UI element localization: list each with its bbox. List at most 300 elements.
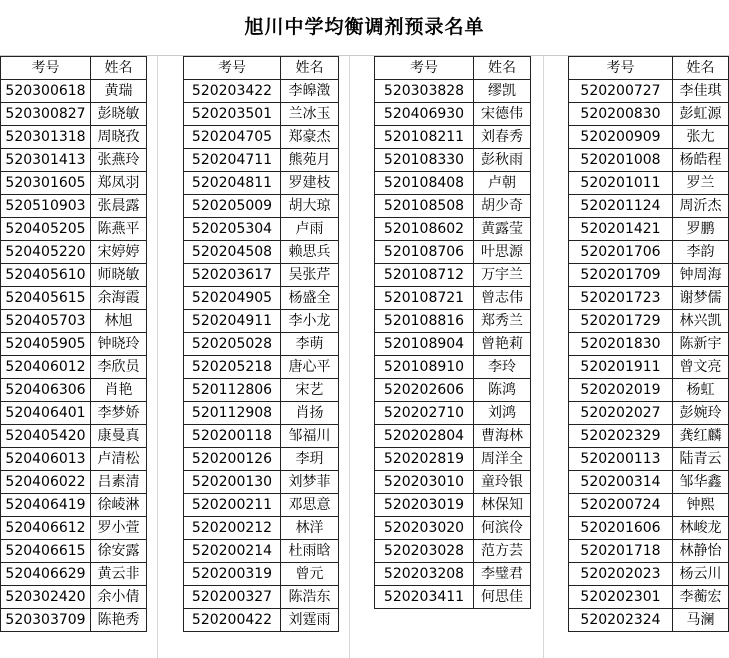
table-row xyxy=(569,241,729,264)
table-row xyxy=(184,402,339,425)
exam-number-cell: 520202301 xyxy=(569,586,673,609)
student-name-cell: 唐心平 xyxy=(281,356,339,379)
table-row xyxy=(569,402,729,425)
student-name-cell: 钟晓玲 xyxy=(91,333,147,356)
table-row xyxy=(184,287,339,310)
exam-number-cell: 520204811 xyxy=(184,172,281,195)
exam-number-cell: 520203501 xyxy=(184,103,281,126)
table-row xyxy=(375,517,531,540)
student-name-cell: 刘霆雨 xyxy=(281,609,339,632)
table-header-row xyxy=(569,57,729,80)
student-name-cell: 陆青云 xyxy=(673,448,729,471)
student-name-cell: 陈浩东 xyxy=(281,586,339,609)
table-row xyxy=(184,172,339,195)
exam-number-cell: 520203208 xyxy=(375,563,474,586)
student-name-cell: 周晓孜 xyxy=(91,126,147,149)
table-header-row xyxy=(375,57,531,80)
table-row xyxy=(569,195,729,218)
exam-number-cell: 520202819 xyxy=(375,448,474,471)
table-row xyxy=(375,310,531,333)
column-header-name: 姓名 xyxy=(281,57,339,80)
table-row xyxy=(1,609,147,632)
table-row xyxy=(375,425,531,448)
student-name-cell: 罗小萱 xyxy=(91,517,147,540)
table-row xyxy=(569,310,729,333)
table-row xyxy=(184,563,339,586)
student-name-cell: 曾艳莉 xyxy=(474,333,531,356)
student-name-cell: 吕素清 xyxy=(91,471,147,494)
exam-number-cell: 520303709 xyxy=(1,609,91,632)
exam-number-cell: 520201008 xyxy=(569,149,673,172)
student-name-cell: 何滨伶 xyxy=(474,517,531,540)
exam-number-cell: 520200422 xyxy=(184,609,281,632)
exam-number-cell: 520406401 xyxy=(1,402,91,425)
table-row xyxy=(375,563,531,586)
table-row xyxy=(1,379,147,402)
table-row xyxy=(569,494,729,517)
student-name-cell: 黄云非 xyxy=(91,563,147,586)
exam-number-cell: 520203010 xyxy=(375,471,474,494)
exam-number-cell: 520202804 xyxy=(375,425,474,448)
exam-number-cell: 520406022 xyxy=(1,471,91,494)
table-row xyxy=(1,540,147,563)
table-row xyxy=(184,609,339,632)
student-name-cell: 吴张芹 xyxy=(281,264,339,287)
table-row xyxy=(184,425,339,448)
table-row xyxy=(569,517,729,540)
roster-table-1 xyxy=(0,56,147,632)
exam-number-cell: 520205009 xyxy=(184,195,281,218)
column-header-exam-number: 考号 xyxy=(1,57,91,80)
student-name-cell: 李佳琪 xyxy=(673,80,729,103)
table-row xyxy=(1,264,147,287)
table-row xyxy=(184,149,339,172)
student-name-cell: 胡少奇 xyxy=(474,195,531,218)
column-header-exam-number: 考号 xyxy=(184,57,281,80)
exam-number-cell: 520406419 xyxy=(1,494,91,517)
exam-number-cell: 520200727 xyxy=(569,80,673,103)
student-name-cell: 万宇兰 xyxy=(474,264,531,287)
student-name-cell: 兰冰玉 xyxy=(281,103,339,126)
student-name-cell: 余小倩 xyxy=(91,586,147,609)
exam-number-cell: 520201911 xyxy=(569,356,673,379)
student-name-cell: 林旭 xyxy=(91,310,147,333)
student-name-cell: 刘春秀 xyxy=(474,126,531,149)
exam-number-cell: 520200724 xyxy=(569,494,673,517)
student-name-cell: 陈燕平 xyxy=(91,218,147,241)
exam-number-cell: 520108408 xyxy=(375,172,474,195)
exam-number-cell: 520405420 xyxy=(1,425,91,448)
student-name-cell: 李玥 xyxy=(281,448,339,471)
exam-number-cell: 520108508 xyxy=(375,195,474,218)
table-row xyxy=(1,149,147,172)
table-row xyxy=(569,379,729,402)
table-row xyxy=(184,310,339,333)
student-name-cell: 余海霞 xyxy=(91,287,147,310)
table-row xyxy=(1,80,147,103)
exam-number-cell: 520405905 xyxy=(1,333,91,356)
exam-number-cell: 520406012 xyxy=(1,356,91,379)
table-row xyxy=(375,448,531,471)
table-row xyxy=(569,563,729,586)
exam-number-cell: 520201709 xyxy=(569,264,673,287)
student-name-cell: 赖思兵 xyxy=(281,241,339,264)
exam-number-cell: 520203019 xyxy=(375,494,474,517)
table-row xyxy=(375,494,531,517)
table-row xyxy=(375,103,531,126)
exam-number-cell: 520204711 xyxy=(184,149,281,172)
student-name-cell: 陈艳秀 xyxy=(91,609,147,632)
student-name-cell: 林洋 xyxy=(281,517,339,540)
table-row xyxy=(1,356,147,379)
table-row xyxy=(184,103,339,126)
student-name-cell: 肖艳 xyxy=(91,379,147,402)
table-row xyxy=(569,172,729,195)
exam-number-cell: 520205028 xyxy=(184,333,281,356)
exam-number-cell: 520301605 xyxy=(1,172,91,195)
student-name-cell: 罗鹏 xyxy=(673,218,729,241)
student-name-cell: 李韵 xyxy=(673,241,729,264)
student-name-cell: 周洋全 xyxy=(474,448,531,471)
column-header-name: 姓名 xyxy=(91,57,147,80)
table-row xyxy=(184,471,339,494)
exam-number-cell: 520203617 xyxy=(184,264,281,287)
student-name-cell: 黄瑞 xyxy=(91,80,147,103)
exam-number-cell: 520303828 xyxy=(375,80,474,103)
exam-number-cell: 520405205 xyxy=(1,218,91,241)
exam-number-cell: 520200113 xyxy=(569,448,673,471)
student-name-cell: 曹海林 xyxy=(474,425,531,448)
student-name-cell: 杨虹 xyxy=(673,379,729,402)
student-name-cell: 张晨露 xyxy=(91,195,147,218)
exam-number-cell: 520301318 xyxy=(1,126,91,149)
table-row xyxy=(375,586,531,609)
exam-number-cell: 520200327 xyxy=(184,586,281,609)
column-header-name: 姓名 xyxy=(673,57,729,80)
exam-number-cell: 520108211 xyxy=(375,126,474,149)
table-row xyxy=(1,103,147,126)
table-row xyxy=(184,333,339,356)
student-name-cell: 李皞澂 xyxy=(281,80,339,103)
exam-number-cell: 520202027 xyxy=(569,402,673,425)
table-header-row xyxy=(1,57,147,80)
student-name-cell: 卢雨 xyxy=(281,218,339,241)
student-name-cell: 彭秋雨 xyxy=(474,149,531,172)
student-name-cell: 康曼真 xyxy=(91,425,147,448)
student-name-cell: 李蘅宏 xyxy=(673,586,729,609)
table-row xyxy=(375,356,531,379)
student-name-cell: 杨云川 xyxy=(673,563,729,586)
exam-number-cell: 520200211 xyxy=(184,494,281,517)
student-name-cell: 熊苑月 xyxy=(281,149,339,172)
exam-number-cell: 520301413 xyxy=(1,149,91,172)
student-name-cell: 钟周海 xyxy=(673,264,729,287)
student-name-cell: 谢梦儒 xyxy=(673,287,729,310)
table-row xyxy=(375,172,531,195)
student-name-cell: 林兴凯 xyxy=(673,310,729,333)
table-row xyxy=(184,264,339,287)
exam-number-cell: 520112806 xyxy=(184,379,281,402)
table-row xyxy=(375,333,531,356)
exam-number-cell: 520204705 xyxy=(184,126,281,149)
table-row xyxy=(1,471,147,494)
table-row xyxy=(1,402,147,425)
student-name-cell: 胡大琼 xyxy=(281,195,339,218)
exam-number-cell: 520200130 xyxy=(184,471,281,494)
student-name-cell: 刘鸿 xyxy=(474,402,531,425)
student-name-cell: 童玲银 xyxy=(474,471,531,494)
exam-number-cell: 520405615 xyxy=(1,287,91,310)
exam-number-cell: 520205218 xyxy=(184,356,281,379)
table-row xyxy=(375,195,531,218)
exam-number-cell: 520202606 xyxy=(375,379,474,402)
table-row xyxy=(1,172,147,195)
table-row xyxy=(184,126,339,149)
exam-number-cell: 520406612 xyxy=(1,517,91,540)
table-row xyxy=(375,126,531,149)
student-name-cell: 陈鸿 xyxy=(474,379,531,402)
student-name-cell: 林保知 xyxy=(474,494,531,517)
table-row xyxy=(1,448,147,471)
table-row xyxy=(375,379,531,402)
table-row xyxy=(569,609,729,632)
exam-number-cell: 520202710 xyxy=(375,402,474,425)
page-title: 旭川中学均衡调剂预录名单 xyxy=(244,16,485,38)
table-row xyxy=(1,425,147,448)
table-row xyxy=(569,80,729,103)
student-name-cell: 李萌 xyxy=(281,333,339,356)
table-row xyxy=(184,586,339,609)
student-name-cell: 肖扬 xyxy=(281,402,339,425)
table-row xyxy=(569,540,729,563)
table-row xyxy=(184,448,339,471)
table-row xyxy=(569,264,729,287)
exam-number-cell: 520405220 xyxy=(1,241,91,264)
student-name-cell: 缪凯 xyxy=(474,80,531,103)
exam-number-cell: 520203411 xyxy=(375,586,474,609)
student-name-cell: 邓思意 xyxy=(281,494,339,517)
student-name-cell: 邹华鑫 xyxy=(673,471,729,494)
table-row xyxy=(1,517,147,540)
sheet-gridline xyxy=(543,56,544,658)
student-name-cell: 杨盛全 xyxy=(281,287,339,310)
table-row xyxy=(569,126,729,149)
exam-number-cell: 520204508 xyxy=(184,241,281,264)
student-name-cell: 卢朝 xyxy=(474,172,531,195)
table-row xyxy=(184,195,339,218)
exam-number-cell: 520108602 xyxy=(375,218,474,241)
exam-number-cell: 520202329 xyxy=(569,425,673,448)
exam-number-cell: 520201606 xyxy=(569,517,673,540)
table-row xyxy=(1,287,147,310)
student-name-cell: 杜雨晗 xyxy=(281,540,339,563)
exam-number-cell: 520200118 xyxy=(184,425,281,448)
roster-table-2 xyxy=(183,56,339,632)
student-name-cell: 曾文亮 xyxy=(673,356,729,379)
exam-number-cell: 520405703 xyxy=(1,310,91,333)
table-row xyxy=(569,218,729,241)
exam-number-cell: 520406629 xyxy=(1,563,91,586)
exam-number-cell: 520406615 xyxy=(1,540,91,563)
exam-number-cell: 520202023 xyxy=(569,563,673,586)
exam-number-cell: 520200212 xyxy=(184,517,281,540)
table-header-row xyxy=(184,57,339,80)
sheet-gridline xyxy=(157,56,158,658)
table-row xyxy=(1,218,147,241)
sheet-gridline xyxy=(349,56,350,658)
table-row xyxy=(375,80,531,103)
student-name-cell: 彭虹源 xyxy=(673,103,729,126)
student-name-cell: 郑秀兰 xyxy=(474,310,531,333)
student-name-cell: 师晓敏 xyxy=(91,264,147,287)
table-row xyxy=(1,310,147,333)
exam-number-cell: 520201830 xyxy=(569,333,673,356)
exam-number-cell: 520108816 xyxy=(375,310,474,333)
table-row xyxy=(375,218,531,241)
column-header-exam-number: 考号 xyxy=(375,57,474,80)
student-name-cell: 郑豪杰 xyxy=(281,126,339,149)
student-name-cell: 李小龙 xyxy=(281,310,339,333)
table-row xyxy=(569,333,729,356)
student-name-cell: 黄露莹 xyxy=(474,218,531,241)
table-row xyxy=(184,241,339,264)
student-name-cell: 龚红麟 xyxy=(673,425,729,448)
exam-number-cell: 520201124 xyxy=(569,195,673,218)
table-row xyxy=(375,264,531,287)
exam-number-cell: 520202324 xyxy=(569,609,673,632)
student-name-cell: 钟熙 xyxy=(673,494,729,517)
exam-number-cell: 520200214 xyxy=(184,540,281,563)
student-name-cell: 曾志伟 xyxy=(474,287,531,310)
exam-number-cell: 520510903 xyxy=(1,195,91,218)
table-row xyxy=(1,494,147,517)
exam-number-cell: 520201718 xyxy=(569,540,673,563)
student-name-cell: 何思佳 xyxy=(474,586,531,609)
table-row xyxy=(569,586,729,609)
student-name-cell: 范方芸 xyxy=(474,540,531,563)
exam-number-cell: 520204911 xyxy=(184,310,281,333)
roster-table-4 xyxy=(568,56,729,632)
table-row xyxy=(184,379,339,402)
student-name-cell: 叶思源 xyxy=(474,241,531,264)
exam-number-cell: 520108904 xyxy=(375,333,474,356)
table-row xyxy=(1,333,147,356)
student-name-cell: 李玲 xyxy=(474,356,531,379)
student-name-cell: 周沂杰 xyxy=(673,195,729,218)
student-name-cell: 罗兰 xyxy=(673,172,729,195)
student-name-cell: 刘梦菲 xyxy=(281,471,339,494)
exam-number-cell: 520108706 xyxy=(375,241,474,264)
exam-number-cell: 520406930 xyxy=(375,103,474,126)
column-header-name: 姓名 xyxy=(474,57,531,80)
exam-number-cell: 520200319 xyxy=(184,563,281,586)
exam-number-cell: 520202019 xyxy=(569,379,673,402)
exam-number-cell: 520200830 xyxy=(569,103,673,126)
student-name-cell: 李梦娇 xyxy=(91,402,147,425)
table-row xyxy=(184,356,339,379)
exam-number-cell: 520302420 xyxy=(1,586,91,609)
student-name-cell: 宋婷婷 xyxy=(91,241,147,264)
student-name-cell: 彭晓敏 xyxy=(91,103,147,126)
student-name-cell: 林静怡 xyxy=(673,540,729,563)
exam-number-cell: 520203020 xyxy=(375,517,474,540)
table-row xyxy=(569,287,729,310)
student-name-cell: 杨皓程 xyxy=(673,149,729,172)
table-row xyxy=(569,448,729,471)
table-row xyxy=(569,471,729,494)
student-name-cell: 宋艺 xyxy=(281,379,339,402)
exam-number-cell: 520108712 xyxy=(375,264,474,287)
exam-number-cell: 520300618 xyxy=(1,80,91,103)
student-name-cell: 张尢 xyxy=(673,126,729,149)
exam-number-cell: 520201723 xyxy=(569,287,673,310)
exam-number-cell: 520201011 xyxy=(569,172,673,195)
student-name-cell: 马澜 xyxy=(673,609,729,632)
table-row xyxy=(1,241,147,264)
table-row xyxy=(569,103,729,126)
table-row xyxy=(569,425,729,448)
exam-number-cell: 520108910 xyxy=(375,356,474,379)
table-row xyxy=(375,149,531,172)
student-name-cell: 李欣员 xyxy=(91,356,147,379)
exam-number-cell: 520205304 xyxy=(184,218,281,241)
table-row xyxy=(184,80,339,103)
table-row xyxy=(184,517,339,540)
column-header-exam-number: 考号 xyxy=(569,57,673,80)
student-name-cell: 曾元 xyxy=(281,563,339,586)
student-name-cell: 林峻龙 xyxy=(673,517,729,540)
exam-number-cell: 520203422 xyxy=(184,80,281,103)
student-name-cell: 张燕玲 xyxy=(91,149,147,172)
exam-number-cell: 520200126 xyxy=(184,448,281,471)
table-row xyxy=(569,356,729,379)
exam-number-cell: 520200909 xyxy=(569,126,673,149)
exam-number-cell: 520201729 xyxy=(569,310,673,333)
exam-number-cell: 520406306 xyxy=(1,379,91,402)
student-name-cell: 彭婉玲 xyxy=(673,402,729,425)
exam-number-cell: 520200314 xyxy=(569,471,673,494)
table-row xyxy=(375,471,531,494)
table-row xyxy=(184,540,339,563)
exam-number-cell: 520112908 xyxy=(184,402,281,425)
exam-number-cell: 520405610 xyxy=(1,264,91,287)
exam-number-cell: 520203028 xyxy=(375,540,474,563)
table-row xyxy=(1,195,147,218)
table-row xyxy=(375,540,531,563)
table-row xyxy=(1,586,147,609)
student-name-cell: 徐安露 xyxy=(91,540,147,563)
student-name-cell: 卢清松 xyxy=(91,448,147,471)
roster-table-3 xyxy=(374,56,531,609)
table-row xyxy=(184,494,339,517)
table-row xyxy=(375,402,531,425)
table-row xyxy=(184,218,339,241)
exam-number-cell: 520300827 xyxy=(1,103,91,126)
exam-number-cell: 520201421 xyxy=(569,218,673,241)
exam-number-cell: 520201706 xyxy=(569,241,673,264)
exam-number-cell: 520108330 xyxy=(375,149,474,172)
student-name-cell: 徐崚淋 xyxy=(91,494,147,517)
student-name-cell: 罗建枝 xyxy=(281,172,339,195)
student-name-cell: 邹福川 xyxy=(281,425,339,448)
exam-number-cell: 520406013 xyxy=(1,448,91,471)
exam-number-cell: 520108721 xyxy=(375,287,474,310)
student-name-cell: 宋德伟 xyxy=(474,103,531,126)
table-row xyxy=(569,149,729,172)
student-name-cell: 郑凤羽 xyxy=(91,172,147,195)
student-name-cell: 李璧君 xyxy=(474,563,531,586)
table-row xyxy=(375,241,531,264)
